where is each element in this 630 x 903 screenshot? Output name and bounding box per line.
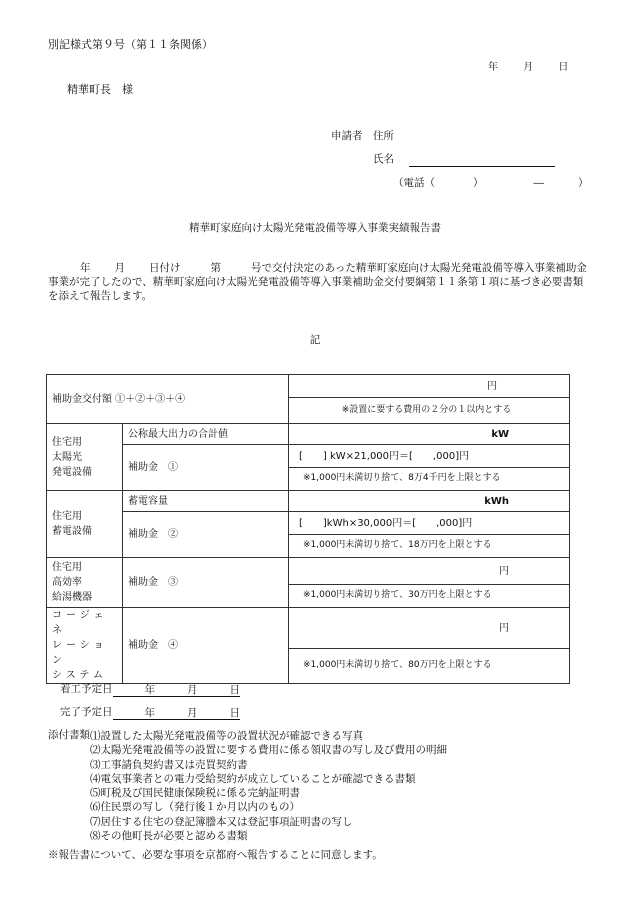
date-year: 年 (488, 62, 498, 73)
start-date-row (60, 683, 240, 697)
applicant-name-label: 氏名 (373, 153, 394, 165)
applicant-phone (393, 177, 589, 191)
body-text: 号で交付決定のあった精華町家庭向け太陽光発電設備等導入事業補助金事業が完了したので、精華町家庭向け太陽光発電設備等導入事業補助金交付要綱第１１条第１項に基づき必要書類を添えて報告します。 (48, 262, 587, 302)
applicant-name-field[interactable] (409, 166, 555, 167)
cogeneration-category (47, 608, 123, 684)
phone-paren: ） (473, 177, 484, 189)
solar-note: ※1,000円未満切り捨て、8万4千円を上限とする (289, 468, 570, 491)
date-month: 月 (523, 62, 534, 73)
total-note: ※設置に要する費用の２分の１以内とする (289, 398, 570, 424)
attachment-item: ⑶工事請負契約書又は売買契約書 (90, 758, 248, 771)
phone-open: （電話（ (393, 177, 435, 189)
start-date-field[interactable] (113, 684, 241, 697)
attachment-item: ⑵太陽光発電設備等の設置に要する費用に係る領収書の写し及び費用の明細 (90, 744, 447, 757)
start-date-year: 年 (144, 683, 155, 696)
addressee: 精華町長 様 (67, 83, 133, 96)
document-title: 精華町家庭向け太陽光発電設備等導入事業実績報告書 (189, 222, 441, 234)
table-row-battery-capacity (47, 491, 570, 512)
table-row-water-heater (47, 558, 570, 585)
date-day: 日 (558, 62, 569, 73)
battery-note: ※1,000円未満切り捨て、18万円を上限とする (289, 535, 570, 558)
attachment-item: ⑸町税及び国民健康保険税に係る完納証明書 (90, 787, 300, 800)
body-paragraph (48, 262, 593, 304)
solar-category-line: 発電設備 (52, 466, 92, 478)
solar-subsidy-label: 補助金 ① (123, 445, 289, 491)
cogeneration-note: ※1,000円未満切り捨て、80万円を上限とする (289, 649, 570, 684)
end-date-row (60, 706, 240, 720)
end-date-day: 日 (229, 706, 240, 719)
form-number: 別記様式第９号（第１１条関係） (48, 38, 213, 51)
attachment-item: ⑴設置した太陽光発電設備等の設置状況が確認できる写真 (90, 730, 363, 742)
body-dai: 第 (210, 262, 221, 274)
water-heater-category-line: 給湯機器 (52, 592, 92, 603)
battery-category-line: 住宅用 (52, 511, 82, 522)
water-heater-unit[interactable]: 円 (289, 558, 570, 585)
cogeneration-unit[interactable]: 円 (289, 608, 570, 649)
water-heater-note: ※1,000円未満切り捨て、30万円を上限とする (289, 585, 570, 608)
battery-capacity-unit[interactable]: kWh (289, 491, 570, 512)
attachments-heading: 添付書類 (48, 729, 90, 741)
table-row-total (47, 375, 570, 398)
battery-formula[interactable]: [ ]kWh×30,000円＝[ ,000]円 (289, 512, 570, 535)
water-heater-category-line: 住宅用 (52, 562, 82, 573)
cogeneration-category-line: コージェネ (52, 610, 108, 636)
end-date-label: 完了予定日 (60, 706, 113, 718)
water-heater-category-line: 高効率 (52, 577, 82, 588)
start-date-day: 日 (229, 683, 240, 696)
attachment-item: ⑻その他町長が必要と認める書類 (90, 830, 248, 843)
end-date-year: 年 (144, 706, 155, 719)
report-date (488, 61, 568, 74)
battery-category (47, 491, 123, 558)
battery-category-line: 蓄電設備 (52, 526, 92, 537)
body-year: 年 (80, 262, 91, 274)
cogeneration-category-line: レーション (52, 640, 108, 666)
table-row-solar-output (47, 424, 570, 445)
end-date-field[interactable] (113, 707, 241, 720)
start-date-label: 着工予定日 (60, 683, 113, 695)
applicant-address-label: 申請者 住所 (331, 130, 394, 142)
battery-subsidy-label: 補助金 ② (123, 512, 289, 558)
phone-close: ） (578, 177, 589, 189)
water-heater-category (47, 558, 123, 608)
water-heater-subsidy-label: 補助金 ③ (123, 558, 289, 608)
total-label: 補助金交付額 ①＋②＋③＋④ (47, 375, 289, 424)
agreement-note: ※報告書について、必要な事項を京都府へ報告することに同意します。 (48, 849, 383, 861)
attachment-item: ⑷電気事業者との電力受給契約が成立していることが確認できる書類 (90, 772, 416, 785)
body-date-suffix: 日付け (149, 262, 181, 274)
solar-formula[interactable]: [ ] kW×21,000円＝[ ,000]円 (289, 445, 570, 468)
table-row-battery-subsidy (47, 512, 570, 535)
table-row-cogeneration (47, 608, 570, 649)
phone-dash: ― (533, 177, 544, 189)
attachment-item: ⑺居住する住宅の登記簿謄本又は登記事項証明書の写し (90, 815, 353, 828)
cogeneration-subsidy-label: 補助金 ④ (123, 608, 289, 684)
total-unit[interactable]: 円 (289, 375, 570, 398)
attachments-list (90, 729, 447, 843)
ki-heading: 記 (309, 334, 321, 346)
table-row-solar-subsidy (47, 445, 570, 468)
solar-category (47, 424, 123, 491)
start-date-month: 月 (187, 683, 198, 696)
solar-category-line: 住宅用 (52, 436, 82, 448)
solar-category-line: 太陽光 (52, 451, 82, 463)
solar-output-unit[interactable]: kW (289, 424, 570, 445)
subsidy-table (46, 374, 570, 684)
battery-capacity-label: 蓄電容量 (123, 491, 289, 512)
solar-output-label: 公称最大出力の合計値 (123, 424, 289, 445)
attachment-item: ⑹住民票の写し（発行後１か月以内のもの） (90, 801, 300, 814)
end-date-month: 月 (187, 706, 198, 719)
cogeneration-category-line: システム (52, 670, 107, 681)
body-month: 月 (114, 262, 125, 274)
